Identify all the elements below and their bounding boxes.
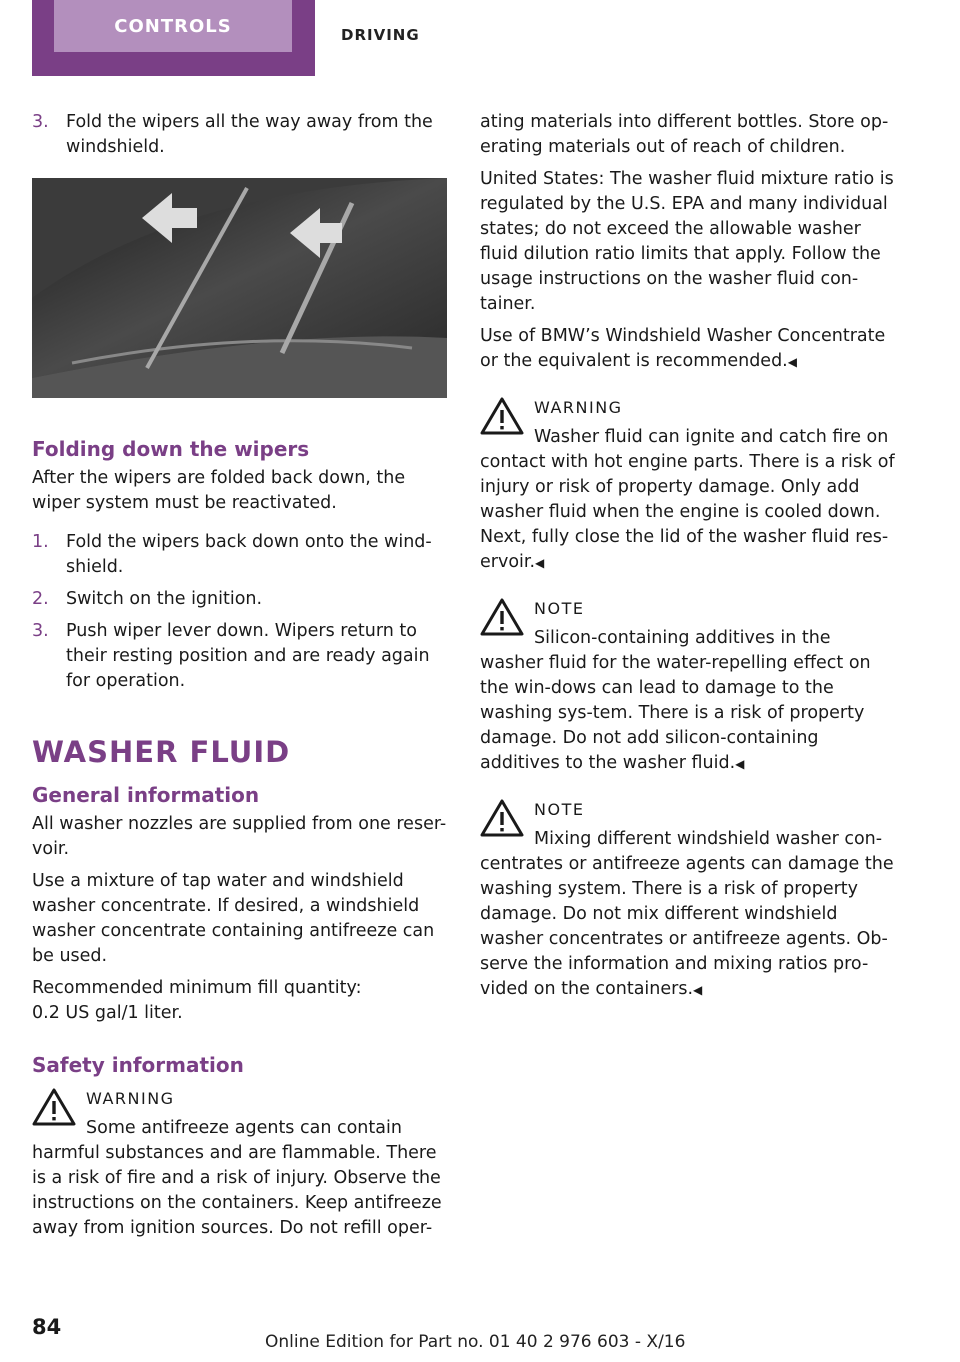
notice-text: Silicon-containing additives in the washer fluid for the water-repelling effect on the win-dows can lead to damage to the washing sys-tem. There is a risk of property damage. Do not add silicon-containing additives to the washer fluid. [480, 628, 871, 773]
fill-quantity-label: Recommended minimum fill quantity: [32, 978, 362, 998]
tab-controls[interactable] [32, 0, 315, 76]
end-mark-icon: ◀ [735, 757, 745, 771]
recommendation-text: Use of BMW’s Windshield Washer Concentrate or the equivalent is recommended. [480, 326, 886, 371]
continued-paragraph [480, 324, 895, 375]
warning-notice [32, 1086, 450, 1241]
notice-kind: NOTE [534, 800, 585, 819]
tab-driving[interactable]: DRIVING [341, 26, 420, 44]
page-number: 84 [32, 1315, 62, 1339]
notice-text: Mixing different windshield washer con-centrates or antifreeze agents can damage the washing system. There is a risk of property damage. Do not mix different windshield washer concentrates or antifreeze agents. Ob-serve the information and mixing ratios pro-vided on the containers. [480, 829, 894, 999]
wiper-illustration [32, 178, 447, 398]
tab-controls-label: CONTROLS [54, 0, 292, 52]
general-paragraph: Use a mixture of tap water and windshield washer concentrate. If desired, a windshield washer concentrate containing antifreeze can be used. [32, 871, 435, 966]
warning-triangle-icon [32, 1088, 76, 1126]
general-paragraph: All washer nozzles are supplied from one reser-voir. [32, 814, 447, 859]
step-number: 3. [32, 112, 49, 132]
step-text: Fold the wipers back down onto the wind-shield. [66, 532, 432, 577]
end-mark-icon: ◀ [787, 355, 797, 369]
note-triangle-icon [480, 799, 524, 837]
edition-footer: Online Edition for Part no. 01 40 2 976 603 - X/16 [265, 1332, 686, 1352]
list-item [32, 587, 450, 612]
fold-away-steps [32, 110, 450, 160]
note-notice [480, 797, 895, 1003]
general-information-heading: General information [32, 783, 260, 807]
notice-text: Some antifreeze agents can contain harmful substances and are flammable. There is a risk of fire and a risk of injury. Observe the instructions on the containers. Keep antifreeze away from ignition sources. Do not refill oper- [32, 1118, 442, 1238]
right-column [480, 110, 895, 1015]
warning-notice [480, 395, 895, 576]
note-triangle-icon [480, 598, 524, 636]
fill-quantity-value: 0.2 US gal/1 liter. [32, 1003, 183, 1023]
note-notice [480, 596, 895, 777]
notice-text: Washer fluid can ignite and catch fire on contact with hot engine parts. There is a risk of injury or risk of property damage. Only add washer fluid when the engine is cooled down. Next, fully close the lid of the washer fluid res-ervoir. [480, 427, 895, 572]
step-number: 3. [32, 621, 49, 641]
step-text: Push wiper lever down. Wipers return to their resting position and are ready again for operation. [66, 621, 430, 691]
windshield-wiper-image [32, 178, 447, 398]
end-mark-icon: ◀ [693, 983, 703, 997]
list-item [32, 619, 450, 694]
folding-down-heading: Folding down the wipers [32, 437, 310, 461]
notice-kind: NOTE [534, 599, 585, 618]
left-column [32, 110, 450, 1253]
continued-paragraph: ating materials into different bottles. Store op-erating materials out of reach of children. [480, 112, 889, 157]
fill-quantity [32, 976, 450, 1026]
step-text: Switch on the ignition. [66, 589, 263, 609]
notice-kind: WARNING [534, 398, 623, 417]
step-number: 1. [32, 532, 49, 552]
step-text: Fold the wipers all the way away from the windshield. [66, 112, 433, 157]
safety-information-heading: Safety information [32, 1053, 244, 1077]
list-item [32, 110, 450, 160]
notice-kind: WARNING [86, 1089, 175, 1108]
step-number: 2. [32, 589, 49, 609]
list-item [32, 530, 450, 580]
washer-fluid-heading: WASHER FLUID [32, 735, 291, 769]
fold-down-steps [32, 530, 450, 694]
continued-paragraph: United States: The washer fluid mixture ratio is regulated by the U.S. EPA and many individual states; do not exceed the allowable washer fluid dilution ratio limits that apply. Follow the usage instructions on the washer fluid con-tainer. [480, 169, 894, 314]
folding-down-intro: After the wipers are folded back down, the wiper system must be reactivated. [32, 468, 406, 513]
end-mark-icon: ◀ [535, 556, 545, 570]
warning-triangle-icon [480, 397, 524, 435]
